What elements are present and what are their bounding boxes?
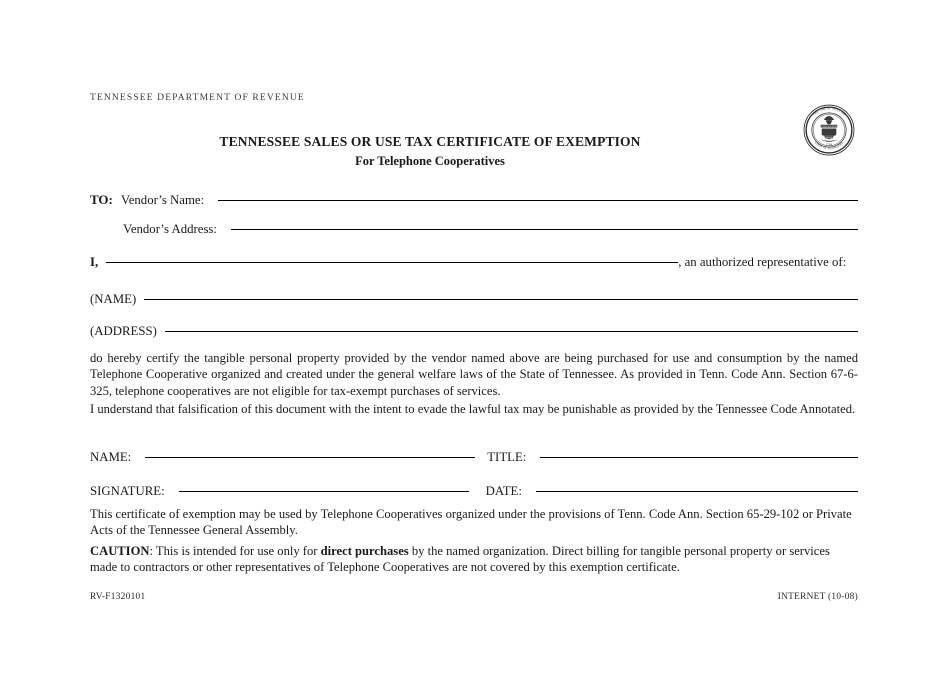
title-input[interactable] [540, 457, 858, 458]
vendor-name-input[interactable] [218, 200, 858, 201]
date-input[interactable] [536, 491, 858, 492]
vendor-name-label: Vendor’s Name: [120, 193, 205, 207]
vendor-name-row [90, 192, 858, 208]
name-title-row [90, 450, 858, 465]
signature-input[interactable] [179, 491, 469, 492]
certify-paragraph: do hereby certify the tangible personal property provided by the vendor named above are being purchased for use and consumption by the named Telephone Cooperative organized and created under the general welfare laws of the State of Tennessee. As provided in Tenn. Code Ann. Section 67-6-325, telephone cooperatives are not eligible for tax-exempt purchases of services. [90, 351, 858, 398]
signature-label: SIGNATURE: [90, 484, 165, 498]
date-label: DATE: [485, 484, 522, 498]
svg-text:AGRICULTURE: AGRICULTURE [819, 125, 839, 129]
understand-paragraph: I understand that falsification of this document with the intent to evade the lawful tax may be punishable as provided by the Tennessee Code Annotated. [90, 402, 856, 416]
signature-date-row [90, 484, 858, 499]
page-title: TENNESSEE SALES OR USE TAX CERTIFICATE OF EXEMPTION [219, 134, 641, 149]
svg-text:COMMERCE: COMMERCE [822, 137, 836, 140]
caution-label: CAUTION [90, 544, 150, 558]
org-address-input[interactable] [165, 331, 858, 332]
name-input[interactable] [145, 457, 475, 458]
svg-text:1796: 1796 [825, 143, 833, 147]
page-subtitle: For Telephone Cooperatives [355, 154, 505, 168]
form-number: RV-F1320101 [90, 592, 146, 602]
vendor-address-input[interactable] [231, 229, 858, 230]
vendor-address-label: Vendor’s Address: [123, 222, 217, 236]
title-label: TITLE: [487, 450, 527, 464]
org-address-row [90, 324, 858, 339]
revision-code: INTERNET (10-08) [777, 592, 858, 602]
vendor-address-row [90, 222, 858, 237]
org-name-label: (NAME) [90, 292, 137, 306]
org-name-row [90, 292, 858, 307]
org-address-label: (ADDRESS) [90, 324, 157, 338]
caution-emphasis: direct purchases [320, 544, 409, 558]
authorized-rep-text: , an authorized representative of: [678, 255, 847, 269]
representative-name-input[interactable] [106, 262, 678, 263]
svg-text:THE GREAT SEAL OF: THE GREAT SEAL OF [811, 106, 847, 117]
caution-paragraph [90, 543, 858, 576]
name-label: NAME: [90, 450, 132, 464]
usage-paragraph: This certificate of exemption may be used by Telephone Cooperatives organized under the provisions of Tenn. Code Ann. Section 65-29-102 or Private Acts of the Tennessee General Assembly. [90, 507, 852, 538]
caution-text-1: : This is intended for use only for [149, 544, 321, 558]
i-label: I, [90, 255, 99, 269]
to-label: TO: [90, 192, 113, 207]
org-name-input[interactable] [144, 299, 858, 300]
title-block [90, 133, 770, 170]
authorized-rep-row [90, 255, 858, 270]
tennessee-state-seal-icon [803, 104, 855, 156]
caution-text-2: by the named organization. Direct billing for tangible personal property or services made to contractors or other representatives of Telephone Cooperatives are not covered by this exemption certificate. [90, 544, 830, 575]
svg-text:STATE OF TENNESSEE: STATE OF TENNESSEE [813, 140, 845, 151]
department-header: TENNESSEE DEPARTMENT OF REVENUE [90, 93, 305, 103]
